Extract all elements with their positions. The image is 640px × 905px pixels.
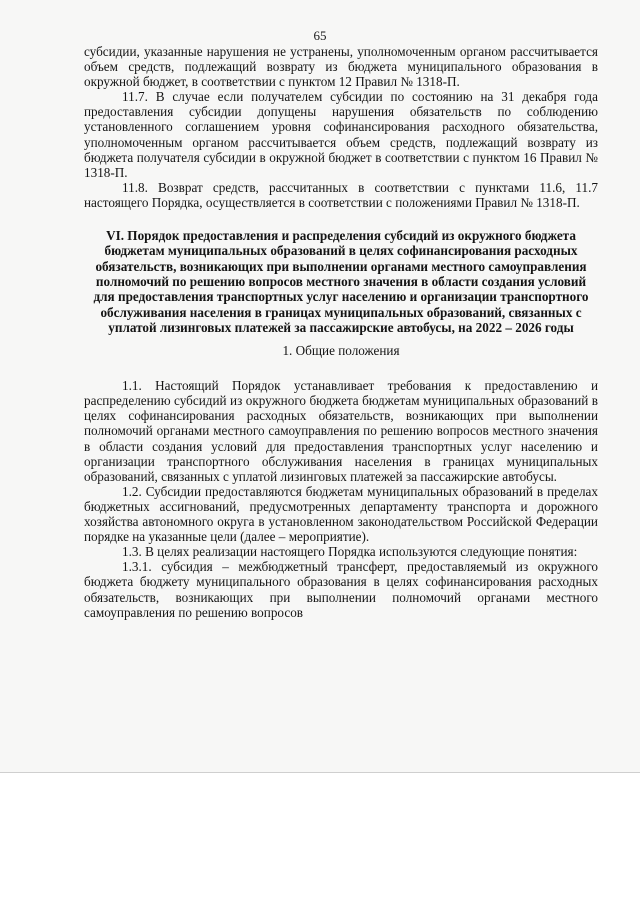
paragraph-11-7: 11.7. В случае если получателем субсидии по состоянию на 31 декабря года предоставления субсидии допущены нарушения обязательств по соблюдению установленного соглашением уровня софинансирования расходного обязательства, уполномоченным органом рассчитывается объем средств, подлежащий возврату из бюджета получателя субсидии в окружной бюджет в соответствии с пунктом 16 Правил № 1318-П. [84,89,598,180]
paragraph-1-3: 1.3. В целях реализации настоящего Порядка используются следующие понятия: [122,544,578,560]
document-body [84,44,598,620]
page-edge-divider [0,772,640,773]
paragraph-1-2: 1.2. Субсидии предоставляются бюджетам муниципальных образований в пределах бюджетных ассигнований, предусмотренных департаменту транспорта и дорожного хозяйства автономного округа в установленном законодательством Российской Федерации порядке на указанные цели (далее – мероприятие). [84,483,598,545]
page-number: 65 [313,28,327,43]
paragraph-11-8: 11.8. Возврат средств, рассчитанных в соответствии с пунктами 11.6, 11.7 настоящего Порядка, осуществляется в соответствии с положениями Правил № 1318-П. [84,179,598,210]
paragraph-continuation: субсидии, указанные нарушения не устранены, уполномоченным органом рассчитывается объем средств, подлежащий возврату из бюджета муниципального образования в окружной бюджет, в соответствии с пунктом 12 Правил № 1318-П. [84,44,598,90]
paragraph-1-3-1: 1.3.1. субсидия – межбюджетный трансферт, предоставляемый из окружного бюджета бюджету муниципального образования в целях софинансирования расходных обязательств, возникающих при выполнении полномочий органами местного самоуправления по решению вопросов [84,559,598,620]
section-heading: VI. Порядок предоставления и распределения субсидий из окружного бюджета бюджетам муниципальных образований в целях софинансирования расходных обязательств, возникающих при выполнении органами местного самоуправления полномочий по решению вопросов местного значения в области создания условий для предоставления транспортных услуг населению и организации транспортного обслуживания населения в границах муниципальных образований, связанных с уплатой лизинговых платежей за пассажирские автобусы, на 2022 – 2026 годы [93,228,589,335]
paragraph-1-1: 1.1. Настоящий Порядок устанавливает требования к предоставлению и распределению субсидий из окружного бюджета бюджетам муниципальных образований в целях софинансирования расходных обязательств, возникающих при выполнении полномочий органами местного самоуправления по решению вопросов местного значения в области создания условий для предоставления транспортных услуг населению и организации транспортного обслуживания населения в границах муниципальных образований, связанных с уплатой лизинговых платежей за пассажирские автобусы. [84,378,598,484]
section-subheading: 1. Общие положения [282,343,400,359]
